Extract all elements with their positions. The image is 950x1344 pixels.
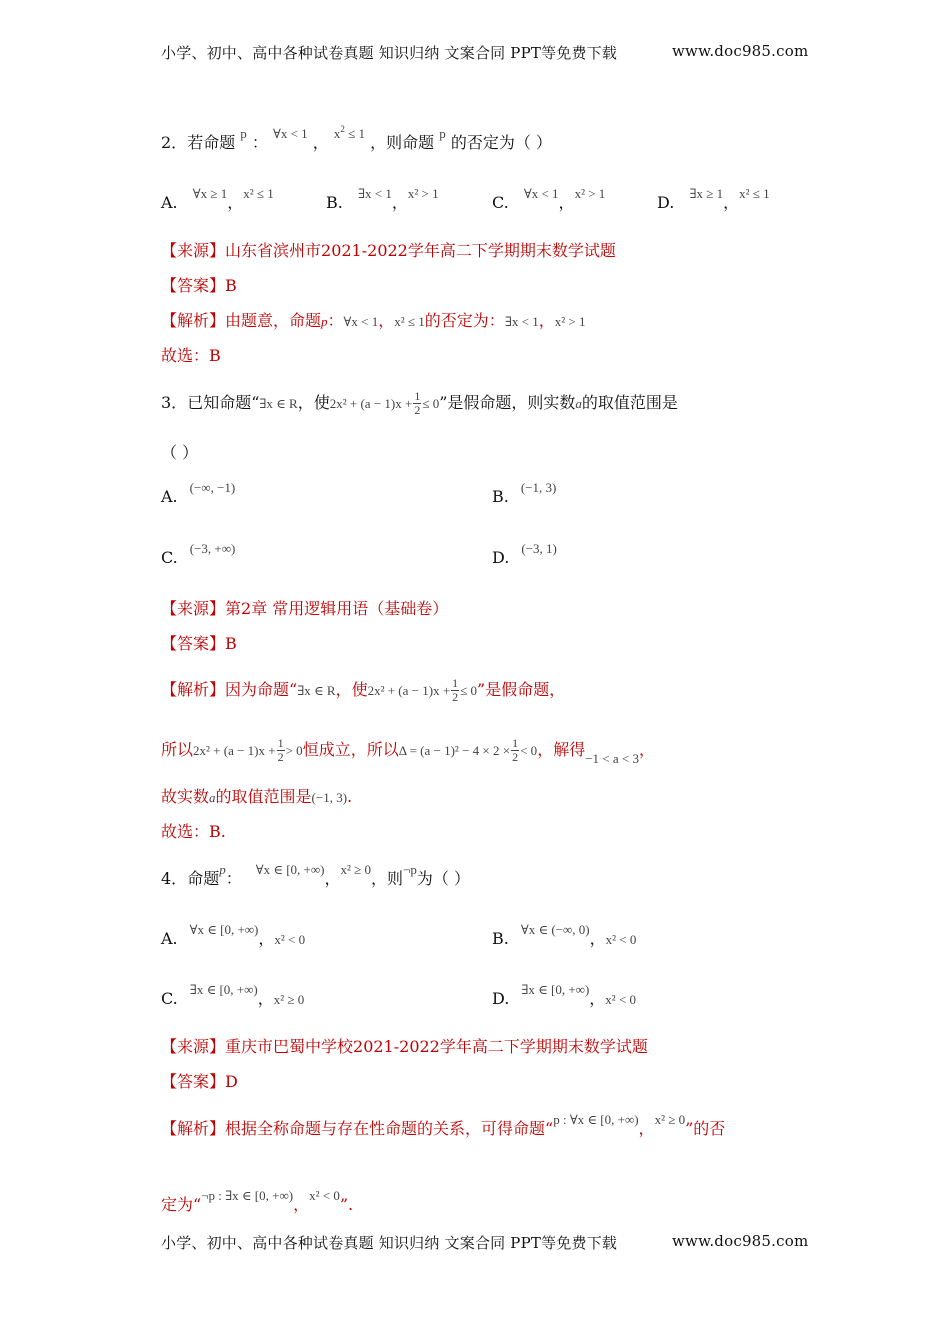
q2-source: 【来源】山东省滨州市2021-2022学年高二下学期期末数学试题 [161, 241, 616, 260]
q3-answer: 【答案】B [161, 634, 237, 653]
q2-option-d[interactable]: D. $^{\exists x \ge 1}$，$^{x^2 \le 1}$ [657, 186, 770, 212]
q4-option-d[interactable]: D. $^{\exists x \in [0, +\infty)}$，x² < 0 [492, 982, 637, 1008]
header-url[interactable]: www.doc985.com [672, 42, 809, 60]
q3-paren: （ ） [161, 443, 199, 462]
q4-analysis-line2: 定为“$^{\neg p : \exists x \in [0, +\infty)}$，$^{x^2 < 0}$”. [161, 1188, 354, 1214]
var-p: p [439, 126, 446, 141]
q4-option-c[interactable]: C. $^{\exists x \in [0, +\infty)}$，x² ≥ 0 [161, 982, 305, 1008]
q4-source: 【来源】重庆市巴蜀中学校2021-2022学年高二下学期期末数学试题 [161, 1037, 648, 1056]
question-4-stem: 4．命题$^p$： $^{\forall x \in [0, +\infty)}$，$^{x^2 \ge 0}$，则$^{\neg p}$为（ ） [161, 862, 470, 888]
q2-option-c[interactable]: C. $^{\forall x < 1}$，$^{x^2 > 1}$ [492, 186, 606, 212]
q3-option-b[interactable]: B. $^{(-1, 3)}$ [492, 480, 557, 506]
q4-analysis: 【解析】根据全称命题与存在性命题的关系，可得命题“$^{p : \forall x \in [0, +\infty)}$，$^{x^2 \ge 0}$”的否 [161, 1112, 726, 1138]
q2-answer: 【答案】B [161, 276, 237, 295]
q3-analysis-line2: 所以2x² + (a − 1)x + $\frac{1}{2}$ > 0恒成立，所以Δ = (a − 1)² − 4 × 2 × $\frac{1}{2}$ < 0，解得$_{-1 < a < 3}$， [161, 736, 655, 766]
q4-answer: 【答案】D [161, 1072, 238, 1091]
header-text: 小学、初中、高中各种试卷真题 知识归纳 文案合同 PPT等免费下载 [161, 44, 618, 62]
q4-option-a[interactable]: A. $^{\forall x \in [0, +\infty)}$，x² < 0 [161, 922, 306, 948]
q3-source: 【来源】第2章 常用逻辑用语（基础卷） [161, 599, 449, 618]
page-footer [161, 1232, 809, 1253]
q3-conclusion: 故选：B. [161, 822, 226, 841]
q4-option-b[interactable]: B. $^{\forall x \in (-\infty, 0)}$，x² < 0 [492, 922, 637, 948]
q2-option-b[interactable]: B. $^{\exists x < 1}$，$^{x^2 > 1}$ [326, 186, 439, 212]
page-header [161, 42, 809, 63]
q3-option-c[interactable]: C. $^{(-3, +\infty)}$ [161, 541, 236, 567]
q2-conclusion: 故选：B [161, 346, 221, 365]
var-p: p [240, 126, 247, 141]
math-cond2: x2 ≤ 1 [333, 124, 366, 141]
q2-option-a[interactable]: A. $^{\forall x \ge 1}$，$^{x^2 \le 1}$ [161, 186, 274, 212]
fraction-half: $\frac{1}{2}$ [414, 389, 421, 417]
footer-text: 小学、初中、高中各种试卷真题 知识归纳 文案合同 PPT等免费下载 [161, 1234, 618, 1252]
q3-option-a[interactable]: A. $^{(-\infty, -1)}$ [161, 480, 236, 506]
math-cond1: ∀x < 1 [273, 126, 308, 141]
footer-url[interactable]: www.doc985.com [672, 1232, 809, 1250]
q3-analysis: 【解析】因为命题“∃x ∈ R，使2x² + (a − 1)x + $\frac{1}{2}$ ≤ 0”是假命题， [161, 676, 566, 704]
question-2-stem: 2．若命题 $^p$ ： $^{\forall x < 1}$ ， $^{x^2 \le 1}$ ，则命题 $^p$ 的否定为（ ） [161, 124, 552, 152]
q3-analysis-line3: 故实数a的取值范围是(−1, 3). [161, 787, 353, 806]
q3-option-d[interactable]: D. $^{(-3, 1)}$ [492, 541, 557, 567]
q2-analysis: 【解析】由题意，命题p：∀x < 1，x² ≤ 1的否定为：∃x < 1，x² > 1 [161, 311, 586, 330]
question-3-stem: 3．已知命题“∃x ∈ R，使2x² + (a − 1)x + $\frac{1}{2}$ ≤ 0”是假命题，则实数a的取值范围是 [161, 389, 678, 417]
